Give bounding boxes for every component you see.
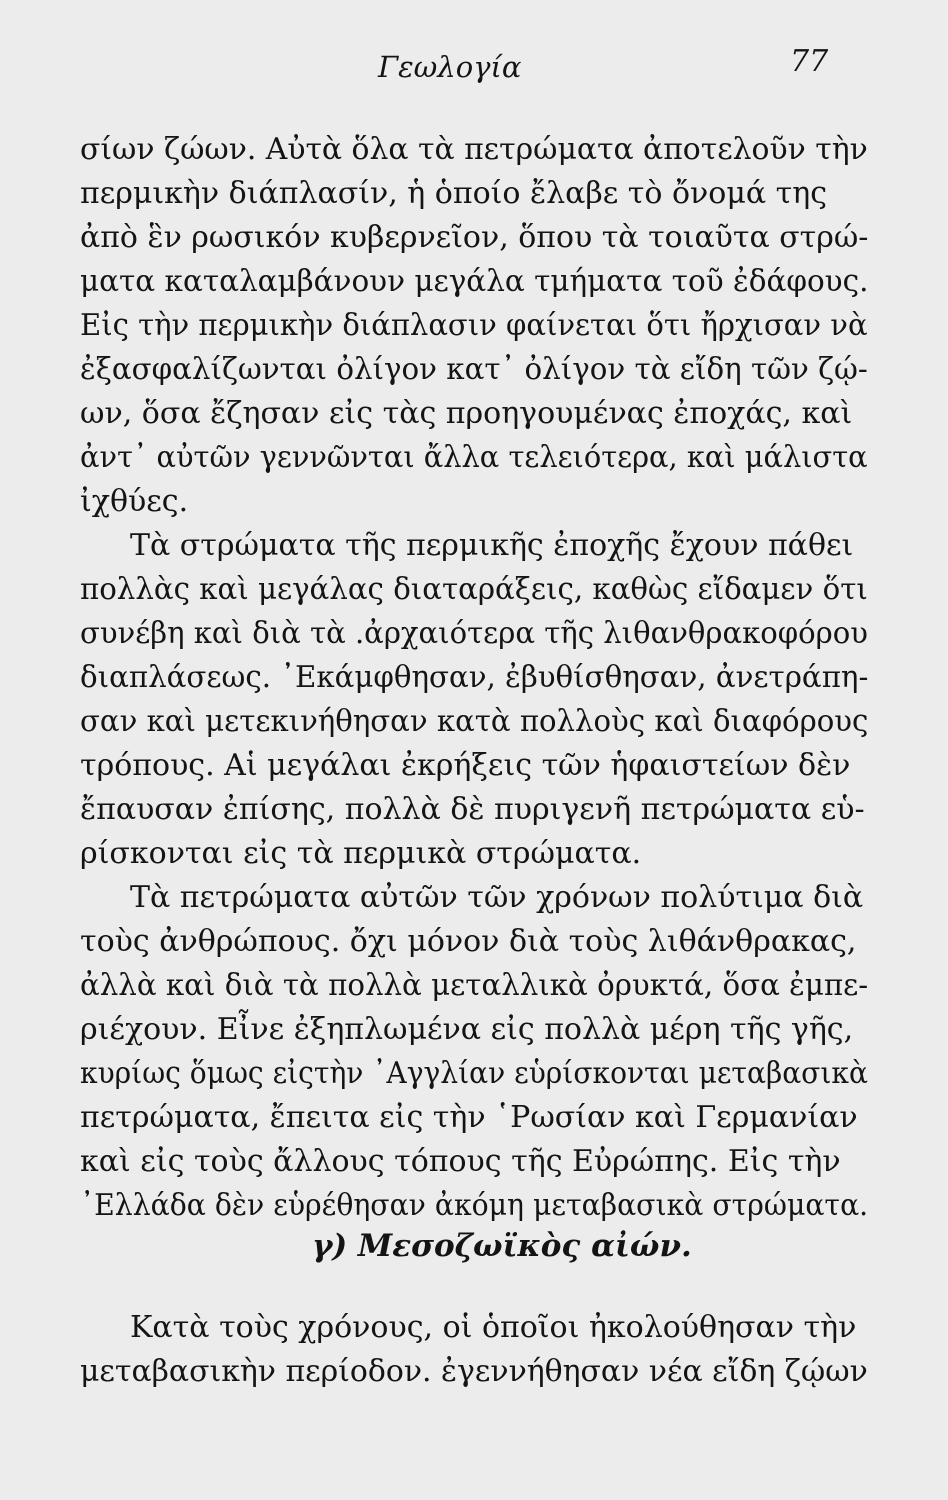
section-heading: γ) Μεσοζωϊκὸς αἰών. bbox=[312, 1228, 692, 1264]
text-line: ρίσκονται εἰς τὰ περμικὰ στρώματα. bbox=[80, 836, 642, 871]
text-line: Τὰ στρώματα τῆς περμικῆς ἐποχῆς ἔχουν πάθει bbox=[130, 528, 854, 563]
text-line: ων, ὅσα ἔζησαν εἰς τὰς προηγουμένας ἐποχάς, καὶ bbox=[80, 396, 853, 431]
page-number: 77 bbox=[790, 44, 829, 79]
text-line: κυρίως ὅμως εἰςτὴν ᾿Αγγλίαν εὑρίσκονται μεταβασικὰ bbox=[80, 1056, 868, 1091]
text-line: πετρώματα, ἔπειτα εἰς τὴν ῾Ρωσίαν καὶ Γερμανίαν bbox=[80, 1100, 858, 1135]
text-line: τρόπους. Αἱ μεγάλαι ἐκρήξεις τῶν ἡφαιστείων δὲν bbox=[80, 748, 851, 783]
text-line: ἀντ᾿ αὐτῶν γεννῶνται ἄλλα τελειότερα, καὶ μάλιστα bbox=[80, 440, 868, 475]
text-line: μεταβασικὴν περίοδον. ἐγεννήθησαν νέα εἴδη ζῴων bbox=[80, 1354, 868, 1389]
text-line: Εἰς τὴν περμικὴν διάπλασιν φαίνεται ὅτι ἤρχισαν νὰ bbox=[80, 308, 868, 343]
text-line: καὶ εἰς τοὺς ἄλλους τόπους τῆς Εὐρώπης. Εἰς τὴν bbox=[80, 1144, 841, 1179]
text-line: ἰχθύες. bbox=[80, 484, 189, 519]
text-line: πολλὰς καὶ μεγάλας διαταράξεις, καθὼς εἴδαμεν ὅτι bbox=[80, 572, 868, 607]
text-line: Τὰ πετρώματα αὐτῶν τῶν χρόνων πολύτιμα διὰ bbox=[130, 880, 864, 915]
text-line: ριέχουν. Εἶνε ἐξηπλωμένα εἰς πολλὰ μέρη τῆς γῆς, bbox=[80, 1012, 854, 1047]
text-line: σαν καὶ μετεκινήθησαν κατὰ πολλοὺς καὶ διαφόρους bbox=[80, 704, 869, 739]
text-line: ἐξασφαλίζωνται ὀλίγον κατ᾿ ὀλίγον τὰ εἴδη τῶν ζῴ- bbox=[80, 352, 868, 387]
running-header-title: Γεωλογία bbox=[378, 50, 522, 84]
text-line: σίων ζώων. Αὐτὰ ὅλα τὰ πετρώματα ἀποτελοῦν τὴν bbox=[80, 132, 868, 167]
text-line: διαπλάσεως. ᾿Εκάμφθησαν, ἐβυθίσθησαν, ἀνετράπη- bbox=[80, 660, 869, 695]
text-line: ᾿Ελλάδα δὲν εὑρέθησαν ἀκόμη μεταβασικὰ στρώματα. bbox=[80, 1188, 869, 1223]
text-line: ἀπὸ ἓν ρωσικόν κυβερνεῖον, ὅπου τὰ τοιαῦτα στρώ- bbox=[80, 220, 869, 255]
text-line: συνέβη καὶ διὰ τὰ .ἀρχαιότερα τῆς λιθανθρακοφόρου bbox=[80, 616, 868, 651]
text-line: περμικὴν διάπλασίν, ἡ ὁποίο ἔλαβε τὸ ὄνομά της bbox=[80, 176, 827, 211]
text-line: Κατὰ τοὺς χρόνους, οἱ ὁποῖοι ἠκολούθησαν τὴν bbox=[130, 1310, 857, 1345]
text-line: ἔπαυσαν ἐπίσης, πολλὰ δὲ πυριγενῆ πετρώματα εὑ- bbox=[80, 792, 865, 827]
text-line: ἀλλὰ καὶ διὰ τὰ πολλὰ μεταλλικὰ ὀρυκτά, ὅσα ἐμπε- bbox=[80, 968, 869, 1003]
text-line: τοὺς ἀνθρώπους. ὄχι μόνον διὰ τοὺς λιθάνθρακας, bbox=[80, 924, 857, 959]
text-line: ματα καταλαμβάνουν μεγάλα τμήματα τοῦ ἐδάφους. bbox=[80, 264, 869, 299]
